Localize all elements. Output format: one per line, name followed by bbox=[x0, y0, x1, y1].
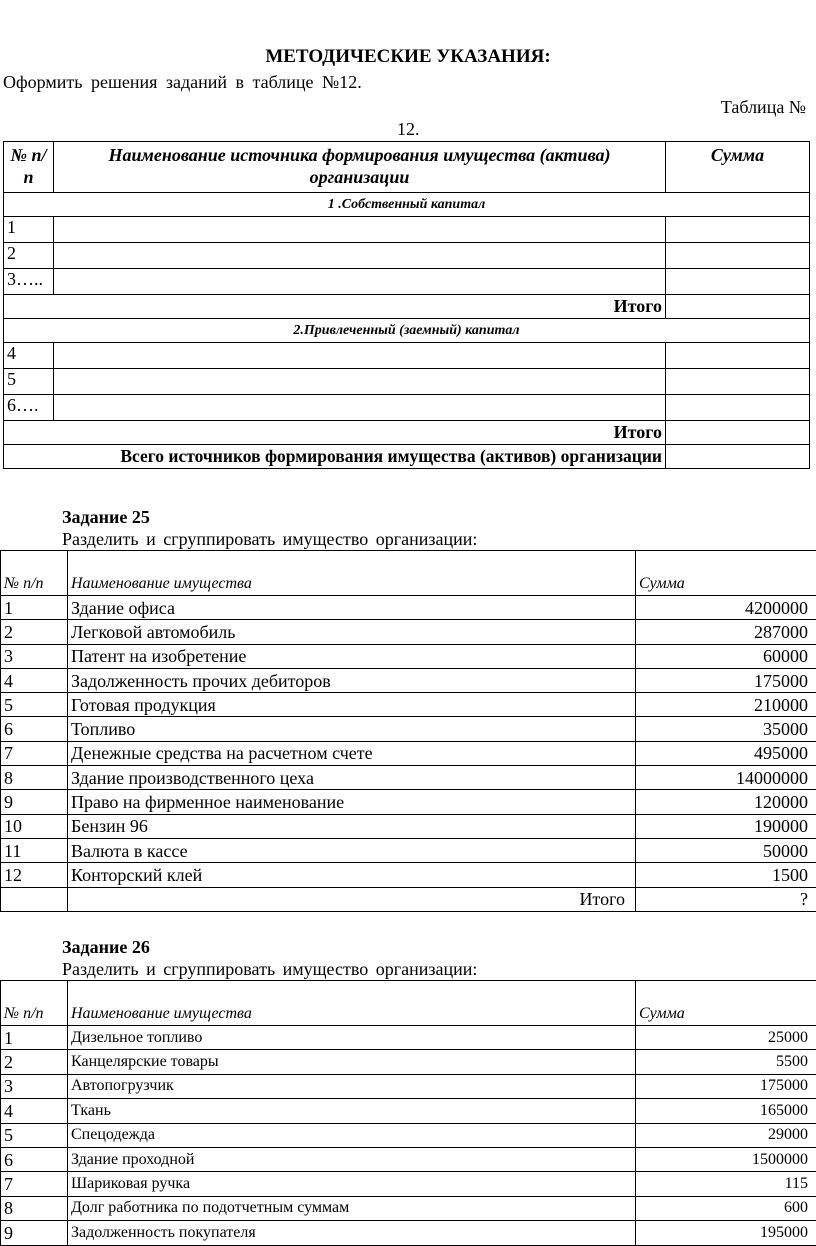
total-row bbox=[4, 295, 810, 319]
grand-total-sum bbox=[666, 445, 810, 469]
row-name: Топливо bbox=[68, 717, 636, 741]
row-name: Задолженность прочих дебиторов bbox=[68, 668, 636, 692]
table-row bbox=[1, 1172, 816, 1196]
table-row bbox=[1, 1026, 816, 1050]
header-name: Наименование имущества bbox=[68, 551, 636, 596]
row-name: Право на фирменное наименование bbox=[68, 790, 636, 814]
row-sum: 4200000 bbox=[636, 596, 816, 620]
row-name: Ткань bbox=[68, 1099, 636, 1123]
row-num: 4 bbox=[4, 343, 54, 369]
row-num: 3….. bbox=[4, 269, 54, 295]
total-sum bbox=[666, 421, 810, 445]
row-num: 5 bbox=[4, 369, 54, 395]
row-name: Автопогрузчик bbox=[68, 1074, 636, 1098]
row-num: 3 bbox=[1, 1074, 68, 1098]
table-row bbox=[1, 620, 816, 644]
row-num: 5 bbox=[1, 1123, 68, 1147]
row-name: Патент на изобретение bbox=[68, 644, 636, 668]
row-sum: 600 bbox=[636, 1196, 816, 1220]
table-row bbox=[4, 217, 810, 243]
table-row bbox=[1, 1123, 816, 1147]
task25-title: Задание 25 bbox=[62, 507, 150, 528]
section-row bbox=[4, 193, 810, 217]
table-row bbox=[4, 243, 810, 269]
row-num: 3 bbox=[1, 644, 68, 668]
row-num: 6 bbox=[1, 1147, 68, 1171]
row-num: 7 bbox=[1, 1172, 68, 1196]
intro-text: Оформить решения заданий в таблице №12. bbox=[3, 72, 362, 93]
row-sum bbox=[666, 369, 810, 395]
row-name bbox=[54, 343, 666, 369]
row-sum: 190000 bbox=[636, 814, 816, 838]
task26-table bbox=[0, 980, 816, 1246]
table-row bbox=[1, 644, 816, 668]
header-sum: Сумма bbox=[636, 981, 816, 1026]
total-num bbox=[1, 887, 68, 911]
row-name: Долг работника по подотчетным суммам bbox=[68, 1196, 636, 1220]
table-row bbox=[1, 790, 816, 814]
row-sum: 175000 bbox=[636, 1074, 816, 1098]
table-row bbox=[1, 814, 816, 838]
table-row bbox=[1, 863, 816, 887]
task26-subtitle: Разделить и сгруппировать имущество организации: bbox=[62, 959, 477, 980]
row-name: Легковой автомобиль bbox=[68, 620, 636, 644]
section-row bbox=[4, 319, 810, 343]
table-row bbox=[1, 596, 816, 620]
table-header-row bbox=[4, 142, 810, 193]
total-label: Итого bbox=[68, 887, 636, 911]
grand-total-label: Всего источников формирования имущества (активов) организации bbox=[4, 445, 666, 469]
row-sum: 1500000 bbox=[636, 1147, 816, 1171]
row-num: 9 bbox=[1, 1221, 68, 1245]
row-sum: 115 bbox=[636, 1172, 816, 1196]
row-num: 10 bbox=[1, 814, 68, 838]
table-row bbox=[4, 369, 810, 395]
row-num: 4 bbox=[1, 668, 68, 692]
row-num: 6…. bbox=[4, 395, 54, 421]
row-sum: 14000000 bbox=[636, 766, 816, 790]
total-value: ? bbox=[636, 887, 816, 911]
row-name: Денежные средства на расчетном счете bbox=[68, 741, 636, 765]
row-sum: 5500 bbox=[636, 1050, 816, 1074]
row-sum: 35000 bbox=[636, 717, 816, 741]
row-sum: 175000 bbox=[636, 668, 816, 692]
row-num: 12 bbox=[1, 863, 68, 887]
row-num: 1 bbox=[1, 1026, 68, 1050]
total-sum bbox=[666, 295, 810, 319]
row-name: Задолженность покупателя bbox=[68, 1221, 636, 1245]
row-num: 8 bbox=[1, 766, 68, 790]
table-row bbox=[1, 741, 816, 765]
table-row bbox=[1, 1050, 816, 1074]
total-row bbox=[1, 887, 816, 911]
row-sum: 25000 bbox=[636, 1026, 816, 1050]
row-num: 2 bbox=[1, 620, 68, 644]
task26-title: Задание 26 bbox=[62, 937, 150, 958]
row-sum: 120000 bbox=[636, 790, 816, 814]
header-name: Наименование источника формирования имущества (актива) организации bbox=[54, 142, 666, 193]
header-num: № п/п bbox=[1, 551, 68, 596]
row-name: Конторский клей bbox=[68, 863, 636, 887]
row-name bbox=[54, 395, 666, 421]
row-sum: 1500 bbox=[636, 863, 816, 887]
row-sum bbox=[666, 217, 810, 243]
row-sum bbox=[666, 243, 810, 269]
table-row bbox=[1, 1147, 816, 1171]
table-row bbox=[1, 1221, 816, 1245]
table-row bbox=[4, 343, 810, 369]
table-row bbox=[1, 766, 816, 790]
row-num: 1 bbox=[1, 596, 68, 620]
row-num: 7 bbox=[1, 741, 68, 765]
row-name: Канцелярские товары bbox=[68, 1050, 636, 1074]
table-row bbox=[1, 693, 816, 717]
table-caption: Таблица № bbox=[721, 97, 806, 118]
section-title: 2.Привлеченный (заемный) капитал bbox=[4, 319, 810, 343]
row-name bbox=[54, 269, 666, 295]
page-heading: МЕТОДИЧЕСКИЕ УКАЗАНИЯ: bbox=[0, 46, 816, 68]
row-num: 11 bbox=[1, 838, 68, 862]
row-name: Шариковая ручка bbox=[68, 1172, 636, 1196]
row-name: Валюта в кассе bbox=[68, 838, 636, 862]
row-sum: 50000 bbox=[636, 838, 816, 862]
table-12 bbox=[3, 141, 810, 469]
task25-subtitle: Разделить и сгруппировать имущество организации: bbox=[62, 529, 477, 550]
header-num: № п/п bbox=[1, 981, 68, 1026]
table-row bbox=[4, 269, 810, 295]
table-row bbox=[1, 717, 816, 741]
row-sum: 495000 bbox=[636, 741, 816, 765]
section-title: 1 .Собственный капитал bbox=[4, 193, 810, 217]
row-name: Здание производственного цеха bbox=[68, 766, 636, 790]
table-row bbox=[1, 1196, 816, 1220]
row-name: Готовая продукция bbox=[68, 693, 636, 717]
grand-total-row bbox=[4, 445, 810, 469]
row-sum: 165000 bbox=[636, 1099, 816, 1123]
row-sum bbox=[666, 343, 810, 369]
row-num: 8 bbox=[1, 1196, 68, 1220]
row-sum: 29000 bbox=[636, 1123, 816, 1147]
table-row bbox=[1, 1099, 816, 1123]
table-row bbox=[4, 395, 810, 421]
row-sum bbox=[666, 395, 810, 421]
task25-table bbox=[0, 550, 816, 912]
row-name: Здание офиса bbox=[68, 596, 636, 620]
row-name: Дизельное топливо bbox=[68, 1026, 636, 1050]
row-name bbox=[54, 243, 666, 269]
row-num: 1 bbox=[4, 217, 54, 243]
header-name: Наименование имущества bbox=[68, 981, 636, 1026]
table-header-row bbox=[1, 551, 816, 596]
row-sum: 287000 bbox=[636, 620, 816, 644]
row-num: 9 bbox=[1, 790, 68, 814]
row-num: 6 bbox=[1, 717, 68, 741]
row-name bbox=[54, 217, 666, 243]
total-label: Итого bbox=[4, 421, 666, 445]
row-name bbox=[54, 369, 666, 395]
row-sum: 60000 bbox=[636, 644, 816, 668]
header-sum: Сумма bbox=[636, 551, 816, 596]
total-row bbox=[4, 421, 810, 445]
row-sum: 195000 bbox=[636, 1221, 816, 1245]
row-sum bbox=[666, 269, 810, 295]
row-sum: 210000 bbox=[636, 693, 816, 717]
row-num: 4 bbox=[1, 1099, 68, 1123]
row-num: 5 bbox=[1, 693, 68, 717]
row-num: 2 bbox=[4, 243, 54, 269]
row-name: Спецодежда bbox=[68, 1123, 636, 1147]
table-header-row bbox=[1, 981, 816, 1026]
table-caption-number: 12. bbox=[397, 119, 420, 140]
table-row bbox=[1, 1074, 816, 1098]
table-row bbox=[1, 668, 816, 692]
row-num: 2 bbox=[1, 1050, 68, 1074]
total-label: Итого bbox=[4, 295, 666, 319]
table-row bbox=[1, 838, 816, 862]
header-num: № п/п bbox=[4, 142, 54, 193]
row-name: Здание проходной bbox=[68, 1147, 636, 1171]
header-sum: Сумма bbox=[666, 142, 810, 193]
row-name: Бензин 96 bbox=[68, 814, 636, 838]
